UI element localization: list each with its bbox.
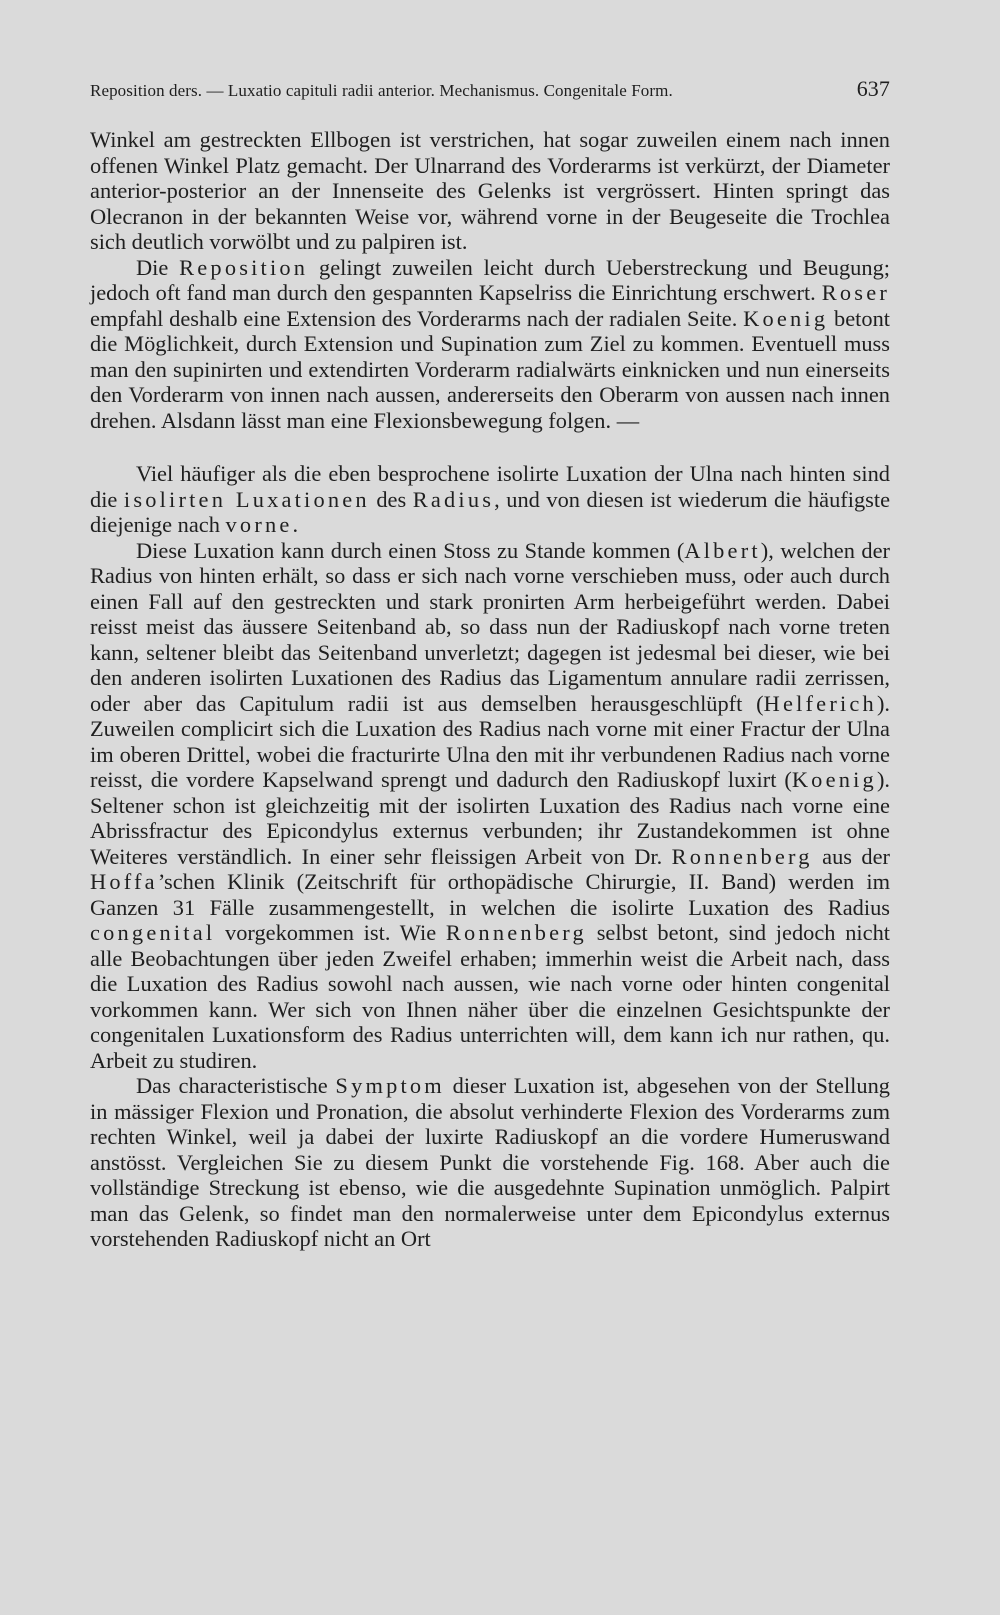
spaced-emphasis: Ronnenberg bbox=[671, 843, 813, 869]
spaced-emphasis: Radius bbox=[412, 486, 495, 512]
running-title: Reposition ders. — Luxatio capituli radii anterior. Mechanismus. Congenitale Form. bbox=[90, 81, 673, 100]
text-run: des bbox=[369, 486, 413, 512]
spaced-emphasis: Symptom bbox=[335, 1073, 445, 1098]
text-run: empfahl deshalb eine Extension des Vorderarms nach der radialen Seite. bbox=[90, 305, 744, 331]
text-run: dieser Luxation ist, abgesehen von der Stellung in mässiger Flexion und Pronation, die absolut verhinderte Flexion des Vorderarms zum rechten Winkel, weil ja dabei der luxirte Radiuskopf an die vordere Humeruswand anstösst. Vergleichen Sie zu diesem Punkt die vorstehende Fig. 168. Aber auch die vollständige Streckung ist ebenso, wie die ausgedehnte Supination unmöglich. Palpirt man das Gelenk, so findet man den normalerweise unter dem Epicondylus externus vorstehenden Radiuskopf nicht an Ort bbox=[90, 1073, 890, 1251]
text-run: ). Zuweilen complicirt sich die Luxation des Radius nach vorne mit einer Fractur der Ulna im oberen Drittel, wobei die fracturirte Ulna den mit ihr verbundenen Radius nach vorne reisst, die vordere Kapselwand sprengt und dadurch den Radiuskopf luxirt ( bbox=[90, 690, 890, 792]
text-run: gelingt zuweilen leicht durch Ueberstreckung und Beugung; jedoch oft fand man durch den gespannten Kapselriss die Einrichtung erschwert. bbox=[90, 254, 890, 305]
paragraph-2 bbox=[90, 255, 890, 434]
spaced-emphasis: vorne bbox=[225, 512, 293, 537]
spaced-emphasis: Helferich bbox=[763, 690, 877, 716]
paragraph-3 bbox=[90, 461, 890, 538]
paragraph-4 bbox=[90, 538, 890, 1074]
spaced-emphasis: Albert bbox=[684, 537, 761, 563]
text-run: selbst betont, sind jedoch nicht alle Beobachtungen über jeden Zweifel erhaben; immerhin weist die Arbeit nach, dass die Luxation des Radius sowohl nach aussen, wie nach vorne oder hinten congenital vorkommen kann. Wer sich von Ihnen näher über die einzelnen Gesichtspunkte der congenitalen Luxationsform des Radius unterrichten will, dem kann ich nur rathen, qu. Arbeit zu studiren. bbox=[90, 920, 890, 1073]
spaced-emphasis: Hoffa bbox=[90, 869, 158, 894]
text-run: Die bbox=[136, 254, 180, 280]
spaced-emphasis: Koenig bbox=[791, 767, 877, 792]
spaced-emphasis: congenital bbox=[90, 920, 216, 945]
spaced-emphasis: Roser bbox=[821, 280, 890, 305]
text-run: aus der bbox=[812, 843, 890, 869]
text-run: ), welchen der Radius von hinten erhält, so dass er sich nach vorne verschieben muss, oder auch durch einen Fall auf den gestreckten und stark pronirten Arm herbeigeführt werden. Dabei reisst meist das äussere Seitenband ab, so dass nun der Radiuskopf nach vorne treten kann, seltener bleibt das Seitenband unverletzt; dagegen ist jedesmal bei dieser, wie bei den anderen isolirten Luxationen des Radius das Ligamentum annulare radii zerrissen, oder aber das Capitulum radii ist aus demselben herausgeschlüpft ( bbox=[90, 537, 890, 716]
text-run: ). Seltener schon ist gleichzeitig mit der isolirten Luxation des Radius nach vorne eine Abrissfractur des Epicondylus externus verbunden; ihr Zustandekommen ist ohne Weiteres verständlich. In einer sehr fleissigen Arbeit von Dr. bbox=[90, 767, 890, 869]
text-run: betont die Möglichkeit, durch Extension und Supination zum Ziel zu kommen. Eventuell muss man den supinirten und extendirten Vorderarm radialwärts einknicken und nun einerseits den Vorderarm von innen nach aussen, andererseits den Oberarm von aussen nach innen drehen. Alsdann lässt man eine Flexionsbewegung folgen. — bbox=[90, 305, 890, 433]
spaced-emphasis: Ronnenberg bbox=[445, 920, 587, 945]
spaced-emphasis: Koenig bbox=[743, 305, 829, 331]
spaced-emphasis: isolirten Luxationen bbox=[123, 486, 370, 512]
body-text bbox=[90, 127, 890, 1252]
text-run: , und von diesen ist wiederum die häufigste diejenige nach bbox=[90, 486, 891, 537]
text-run: Diese Luxation kann durch einen Stoss zu Stande kommen ( bbox=[136, 537, 685, 563]
running-header bbox=[90, 76, 890, 102]
text-run: vorgekommen ist. Wie bbox=[215, 920, 446, 945]
text-run: Viel häufiger als die eben besprochene isolirte Luxation der Ulna nach hinten sind die bbox=[90, 461, 890, 512]
spaced-emphasis: Reposition bbox=[179, 254, 309, 280]
text-run: . bbox=[292, 512, 299, 537]
text-run: ’schen Klinik (Zeitschrift für orthopädische Chirurgie, II. Band) werden im Ganzen 31 Fälle zusammengestellt, in welchen die isolirte Luxation des Radius bbox=[90, 869, 890, 920]
text-run: Das characteristische bbox=[136, 1073, 336, 1098]
paragraph-1 bbox=[90, 127, 890, 255]
page-number: 637 bbox=[856, 76, 890, 101]
paragraph-5 bbox=[90, 1073, 890, 1252]
text-run: Winkel am gestreckten Ellbogen ist verstrichen, hat sogar zuweilen einem nach innen offenen Winkel Platz gemacht. Der Ulnarrand des Vorderarms ist verkürzt, der Diameter anterior-posterior an der Innenseite des Gelenks ist vergrössert. Hinten springt das Olecranon in der bekannten Weise vor, während vorne in der Beugeseite die Trochlea sich deutlich vorwölbt und zu palpiren ist. bbox=[90, 127, 890, 254]
